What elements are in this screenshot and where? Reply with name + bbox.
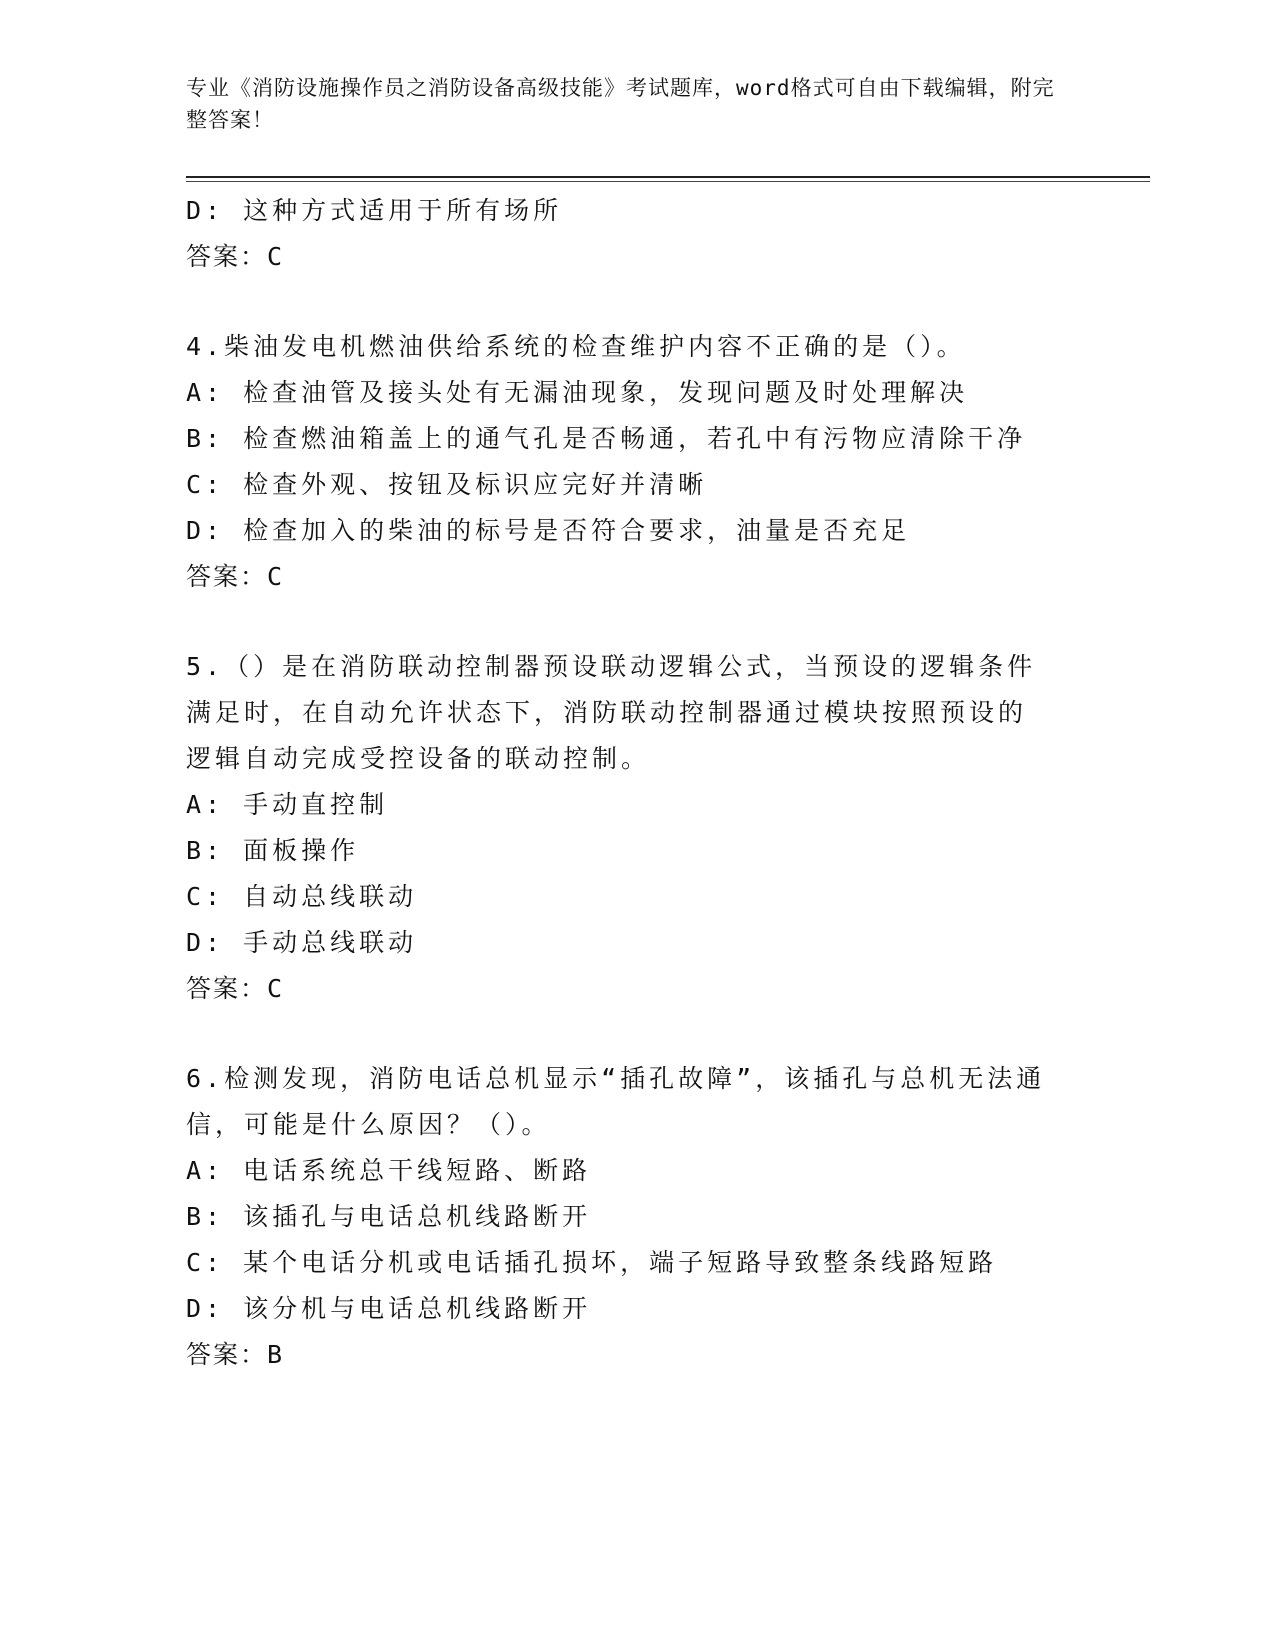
question-4 [186,324,1086,600]
header-rule-thin [186,181,1150,182]
question-3 [186,188,1086,280]
option-d: D: 手动总线联动 [186,928,418,957]
option-c: C: 检查外观、按钮及标识应完好并清晰 [186,470,708,499]
answer-line: 答案：C [186,242,283,271]
option-a: A: 电话系统总干线短路、断路 [186,1156,592,1185]
answer-value: C [267,242,283,271]
option-c: C: 自动总线联动 [186,882,418,911]
question-5 [186,644,1086,1012]
option-a: A: 检查油管及接头处有无漏油现象，发现问题及时处理解决 [186,378,969,407]
answer-line: 答案：C [186,974,283,1003]
option-a: A: 手动直控制 [186,790,389,819]
question-stem: 5.（）是在消防联动控制器预设联动逻辑公式，当预设的逻辑条件满足时，在自动允许状态下，消防联动控制器通过模块按照预设的逻辑自动完成受控设备的联动控制。 [186,652,1037,773]
option-c: C: 某个电话分机或电话插孔损坏，端子短路导致整条线路短路 [186,1248,998,1277]
option-b: B: 该插孔与电话总机线路断开 [186,1202,592,1231]
question-6 [186,1056,1086,1378]
answer-line: 答案：B [186,1340,283,1369]
answer-value: C [267,562,283,591]
answer-value: C [267,974,283,1003]
option-d: D: 这种方式适用于所有场所 [186,196,563,225]
option-d: D: 检查加入的柴油的标号是否符合要求，油量是否充足 [186,516,911,545]
header-rule-thick [186,176,1150,178]
option-b: B: 面板操作 [186,836,360,865]
document-header: 专业《消防设施操作员之消防设备高级技能》考试题库，word格式可自由下载编辑，附完整答案！ [186,76,1055,132]
question-stem: 6.检测发现，消防电话总机显示“插孔故障”，该插孔与总机无法通信，可能是什么原因？（）。 [186,1064,1046,1139]
option-b: B: 检查燃油箱盖上的通气孔是否畅通，若孔中有污物应清除干净 [186,424,1027,453]
question-list [186,188,1086,1378]
option-d: D: 该分机与电话总机线路断开 [186,1294,592,1323]
question-stem: 4.柴油发电机燃油供给系统的检查维护内容不正确的是（）。 [186,332,966,361]
answer-value: B [267,1340,283,1369]
answer-line: 答案：C [186,562,283,591]
